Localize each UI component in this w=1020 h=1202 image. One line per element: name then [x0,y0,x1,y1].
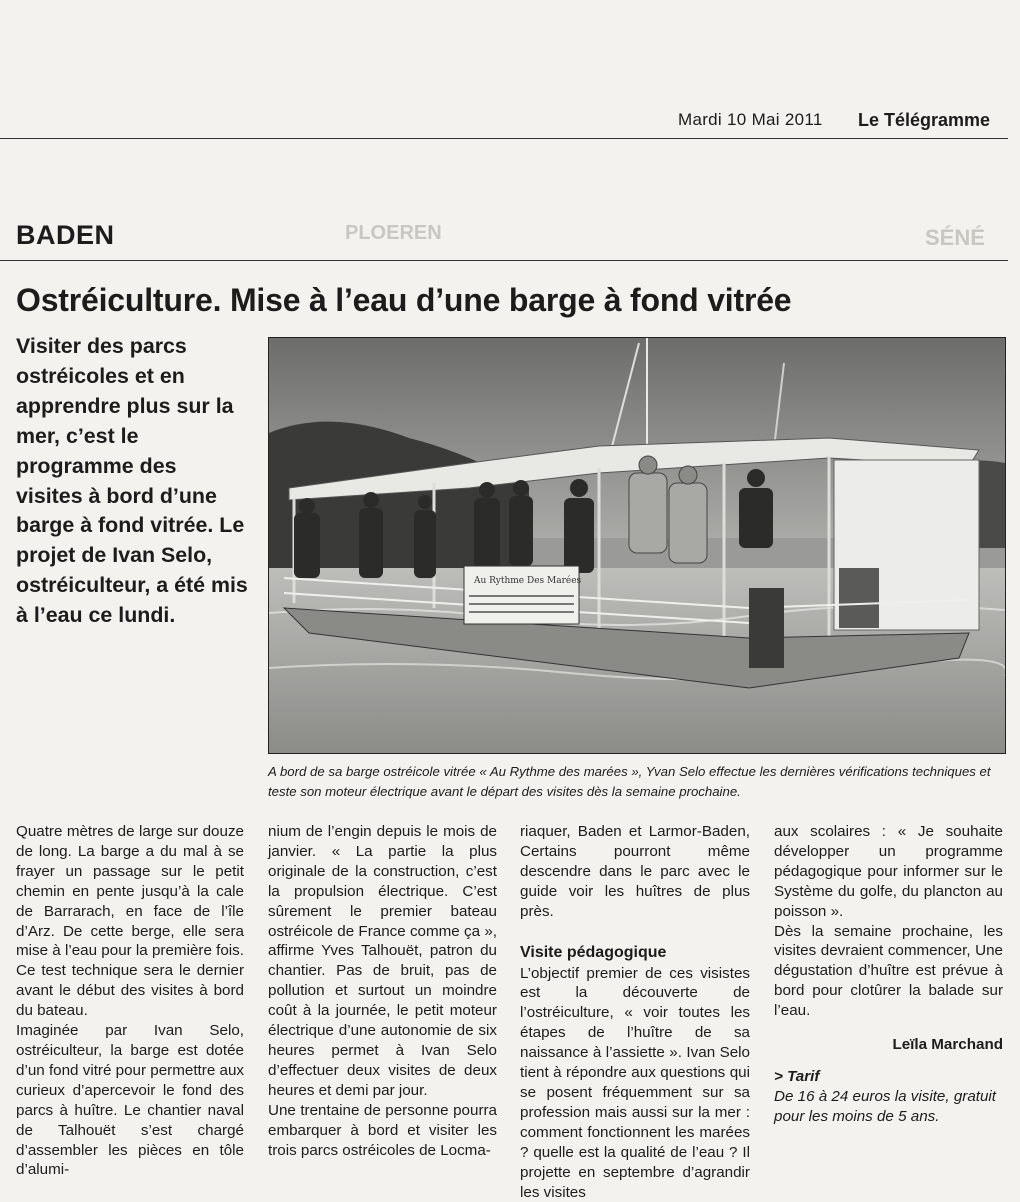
tarif-text: De 16 à 24 euros la visite, gratuit pour les moins de 5 ans. [774,1087,997,1125]
barge-photo [268,337,1006,754]
photo-caption: A bord de sa barge ostréicole vitrée « Au Rythme des marées », Yvan Selo effectue les dernières vérifications techniques et teste son moteur électrique avant le départ des visites dès la semaine prochaine. [268,764,991,799]
subheading: Visite pédagogique [520,943,667,961]
boat-sign-text: Au Rythme Des Marées [474,576,582,586]
body-paragraph: L’objectif premier de ces visistes est la découverte de l’ostréiculture, « voir toutes les étapes de l’huître de sa naissance à l’assiette ». Ivan Selo tient à répondre aux questions qui se posent fréquemment sur sa profession mais aussi sur la mer : comment fonctionnent les marées ? quelle est la qualité de l’eau ? Il projette en septembre d’agrandir les visites [520,964,750,1201]
body-paragraph: Quatre mètres de large sur douze de long. La barge a du mal à se frayer un passage sur le petit chemin en pente jusqu’à la cale de Barrarach, en face de l’île d’Arz. De cette berge, elle sera mise à l’eau pour la première fois. Ce test technique sera le dernier avant le début des visites à bord du bateau. [16,823,244,1020]
newspaper-name: Le Télégramme [858,110,991,130]
body-paragraph: riaquer, Baden et Larmor-Baden, Certains pourront même descendre dans le parc avec le guide voir les huîtres de plus près. [520,823,750,920]
body-paragraph: aux scolaires : « Je souhaite développer un programme pédagogique pour informer sur le Système du golfe, du plancton au poisson ». [774,823,1003,920]
tarif-label: > Tarif [774,1067,820,1085]
bleed-through-text: PLOEREN [345,222,442,244]
body-column-2 [268,822,497,1160]
body-paragraph: Une trentaine de personne pourra embarquer à bord et visiter les trois parcs ostréicoles de Locma- [268,1101,497,1159]
article-lead: Visiter des parcs ostréicoles et en apprendre plus sur la mer, c’est le programme des visites à bord d’une barge à fond vitrée. Le projet de Ivan Selo, ostréiculteur, a été mis à l’eau ce lundi. [16,334,248,628]
body-column-3 [520,822,750,1202]
author-byline: Leïla Marchand [892,1036,1003,1054]
section-title: BADEN [16,220,115,250]
body-column-4 [774,822,1003,1127]
article-headline: Ostréiculture. Mise à l’eau d’une barge à fond vitrée [16,282,792,318]
body-paragraph: Dès la semaine prochaine, les visites devraient commencer, Une dégustation d’huître est prévue à bord pour clotûrer la balade sur l’eau. [774,922,1003,1020]
body-column-1 [16,822,244,1180]
bleed-through-text: SÉNÉ [925,225,985,250]
section-rule [0,260,1008,261]
issue-date: Mardi 10 Mai 2011 [678,110,823,129]
header-rule [0,138,1008,139]
body-paragraph: nium de l’engin depuis le mois de janvier. « La partie la plus originale de la construction, c’est la propulsion électrique. C’est sûrement le premier bateau ostréicole de France comme ça », affirme Yves Talhouët, patron du chantier. Pas de bruit, pas de pollution et surtout un moindre coût à la journée, le petit moteur électrique d’une autonomie de six heures permet à Ivan Selo d’effectuer deux visites de deux heures et demi par jour. [268,823,497,1099]
body-paragraph: Imaginée par Ivan Selo, ostréiculteur, la barge est dotée d’un fond vitré pour permettre aux curieux d’apercevoir le fond des parcs à huître. Le chantier naval de Talhouët s’est chargé d’assembler les pièces en tôle d’alumi- [16,1022,244,1179]
